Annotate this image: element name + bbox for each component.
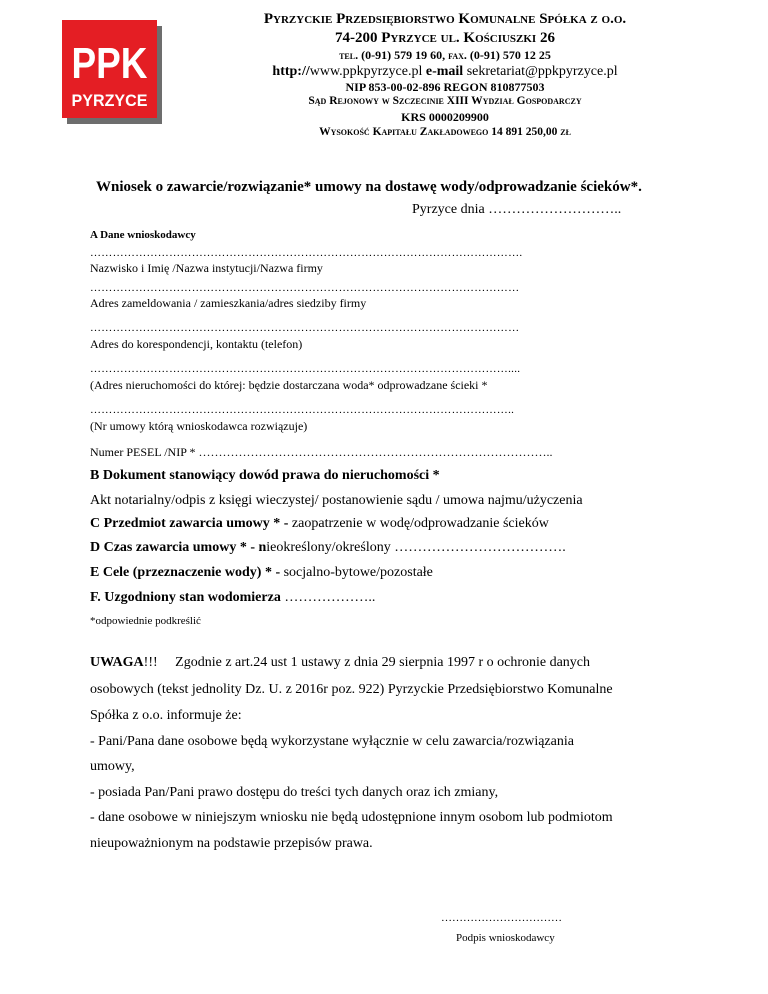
section-f-label: F. Uzgodniony stan wodomierza — [90, 590, 281, 605]
notice-line-7: - dane osobowe w niniejszym wniosku nie będą udostępnione innym osobom lub podmiotom — [90, 810, 613, 825]
section-b-heading: B Dokument stanowiący dowód prawa do nieruchomości * — [90, 468, 440, 483]
section-c-label: C Przedmiot zawarcia umowy * - — [90, 516, 292, 531]
signature-field[interactable]: …………………………… — [441, 912, 562, 924]
company-nip-regon: NIP 853-00-02-896 REGON 810877503 — [345, 80, 545, 94]
company-web-email — [190, 65, 700, 79]
form-title: Wniosek o zawarcie/rozwiązanie* umowy na dostawę wody/odprowadzanie ścieków*. — [96, 179, 642, 195]
name-field-label: Nazwisko i Imię /Nazwa instytucji/Nazwa firmy — [90, 261, 323, 275]
notice-line-1: UWAGA!!! Zgodnie z art.24 ust 1 ustawy z dnia 29 sierpnia 1997 r o ochronie danych — [90, 655, 591, 670]
meter-reading-field[interactable]: ……………….. — [280, 590, 376, 605]
section-c — [90, 517, 549, 531]
notice-line-5: umowy, — [90, 759, 135, 774]
notice-line-4: - Pani/Pana dane osobowe będą wykorzystane wyłącznie w celu zawarcia/rozwiązania — [90, 734, 574, 749]
notice-exclaim: !!! — [143, 655, 158, 670]
email-label: e-mail — [425, 64, 464, 79]
residence-address-label: Adres zameldowania / zamieszkania/adres siedziby firmy — [90, 296, 367, 310]
section-d — [90, 541, 566, 555]
property-address-field[interactable]: ………………………………………………………………………………………………….... — [90, 363, 521, 375]
property-address-label: (Adres nieruchomości do której: będzie dostarczana woda* odprowadzane ścieki * — [90, 378, 488, 392]
signature-label: Podpis wnioskodawcy — [456, 932, 555, 944]
section-d-value[interactable]: ieokreślony/określony ………………………………. — [266, 540, 566, 555]
logo-sub-text: PYRZYCE — [71, 91, 148, 110]
correspondence-address-field[interactable]: …………………………………………………………………………………………………… — [90, 322, 520, 334]
contract-number-field[interactable]: ………………………………………………………………………………………………….. — [90, 404, 515, 416]
correspondence-address-label: Adres do korespondencji, kontaktu (telefon) — [90, 337, 303, 351]
date-field[interactable]: Pyrzyce dnia ……………………….. — [412, 202, 622, 217]
section-e — [90, 566, 433, 580]
company-court: Sąd Rejonowy w Szczecinie XIII Wydział Gospodarczy — [308, 95, 582, 107]
notice-line-2: osobowych (tekst jednolity Dz. U. z 2016r poz. 922) Pyrzyckie Przedsiębiorstwo Komunalne — [90, 682, 613, 697]
web-label: http:// — [272, 64, 310, 79]
section-e-value: socjalno-bytowe/pozostałe — [283, 565, 433, 580]
ppk-logo — [62, 20, 162, 124]
notice-line-8: nieupoważnionym na podstawie przepisów prawa. — [90, 836, 373, 851]
notice-line-6: - posiada Pan/Pani prawo dostępu do treści tych danych oraz ich zmiany, — [90, 785, 499, 800]
section-e-label: E Cele (przeznaczenie wody) * - — [90, 565, 284, 580]
company-address: 74-200 Pyrzyce ul. Kościuszki 26 — [335, 30, 555, 46]
residence-address-field[interactable]: …………………………………………………………………………………………………… — [90, 282, 520, 294]
section-b-text: Akt notarialny/odpis z księgi wieczystej/ postanowienie sądu / umowa najmu/użyczenia — [90, 493, 583, 508]
section-a-heading: A Dane wnioskodawcy — [90, 229, 196, 241]
section-c-value: zaopatrzenie w wodę/odprowadzanie ścieków — [291, 516, 549, 531]
company-capital: Wysokość Kapitału Zakładowego 14 891 250,00 zł — [319, 126, 571, 138]
web-link[interactable]: www.ppkpyrzyce.pl — [309, 64, 423, 79]
logo-main-text: PPK — [71, 39, 148, 88]
company-phone-fax: tel. (0-91) 579 19 60, fax. (0-91) 570 12 25 — [339, 48, 551, 62]
company-krs: KRS 0000209900 — [401, 110, 489, 124]
footnote: *odpowiednie podkreślić — [90, 615, 201, 627]
notice-label: UWAGA — [90, 655, 144, 670]
pesel-nip-field[interactable]: Numer PESEL /NIP * …………………………………………………………………………….. — [90, 445, 553, 459]
company-name: Pyrzyckie Przedsiębiorstwo Komunalne Spółka z o.o. — [263, 11, 627, 27]
section-d-label: D Czas zawarcia umowy * - n — [90, 540, 267, 555]
email-link[interactable]: sekretariat@ppkpyrzyce.pl — [466, 64, 618, 79]
notice-line-3: Spółka z o.o. informuje że: — [90, 708, 242, 723]
contract-number-label: (Nr umowy którą wnioskodawca rozwiązuje) — [90, 419, 308, 433]
name-field[interactable]: ……………………………………………………………………………………………………. — [90, 247, 523, 259]
section-f — [90, 591, 375, 605]
